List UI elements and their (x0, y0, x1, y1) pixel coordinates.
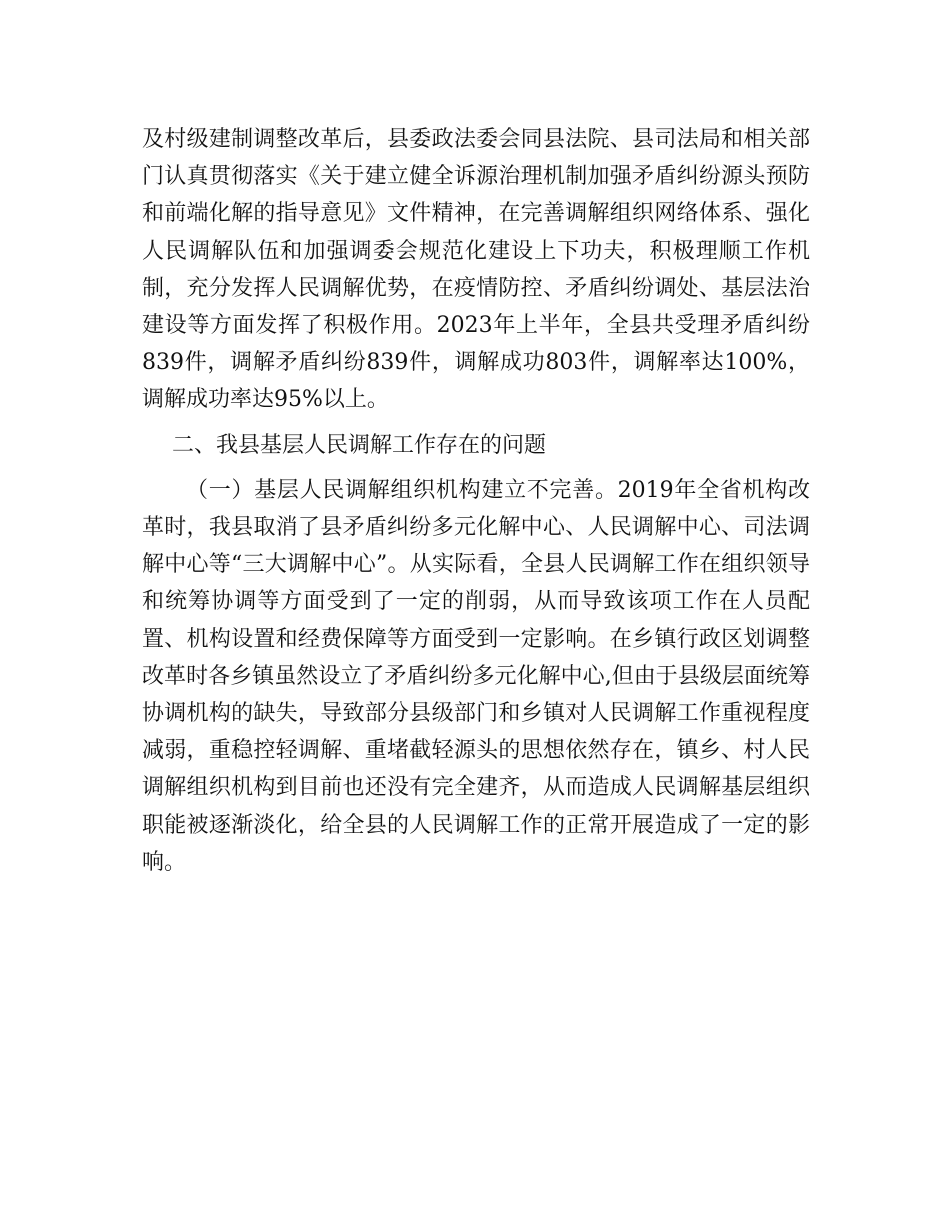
paragraph-issue-1: （一）基层人民调解组织机构建立不完善。2019年全省机构改革时，我县取消了县矛盾纠纷多元化解中心、人民调解中心、司法调解中心等“三大调解中心”。从实际看，全县人民调解工作在组织领导和统筹协调等方面受到了一定的削弱，从而导致该项工作在人员配置、机构设置和经费保障等方面受到一定影响。在乡镇行政区划调整改革时各乡镇虽然设立了矛盾纠纷多元化解中心,但由于县级层面统筹协调机构的缺失，导致部分县级部门和乡镇对人民调解工作重视程度减弱，重稳控轻调解、重堵截轻源头的思想依然存在，镇乡、村人民调解组织机构到目前也还没有完全建齐，从而造成人民调解基层组织职能被逐渐淡化，给全县的人民调解工作的正常开展造成了一定的影响。 (142, 477, 810, 875)
section-heading: 二、我县基层人民调解工作存在的问题 (172, 432, 547, 458)
paragraph-continuation: 及村级建制调整改革后，县委政法委会同县法院、县司法局和相关部门认真贯彻落实《关于建立健全诉源治理机制加强矛盾纠纷源头预防和前端化解的指导意见》文件精神，在完善调解组织网络体系、强化人民调解队伍和加强调委会规范化建设上下功夫，积极理顺工作机制，充分发挥人民调解优势，在疫情防控、矛盾纠纷调处、基层法治建设等方面发挥了积极作用。2023年上半年，全县共受理矛盾纠纷839件，调解矛盾纠纷839件，调解成功803件，调解率达100%，调解成功率达95%以上。 (142, 127, 810, 413)
document-body (142, 121, 810, 881)
